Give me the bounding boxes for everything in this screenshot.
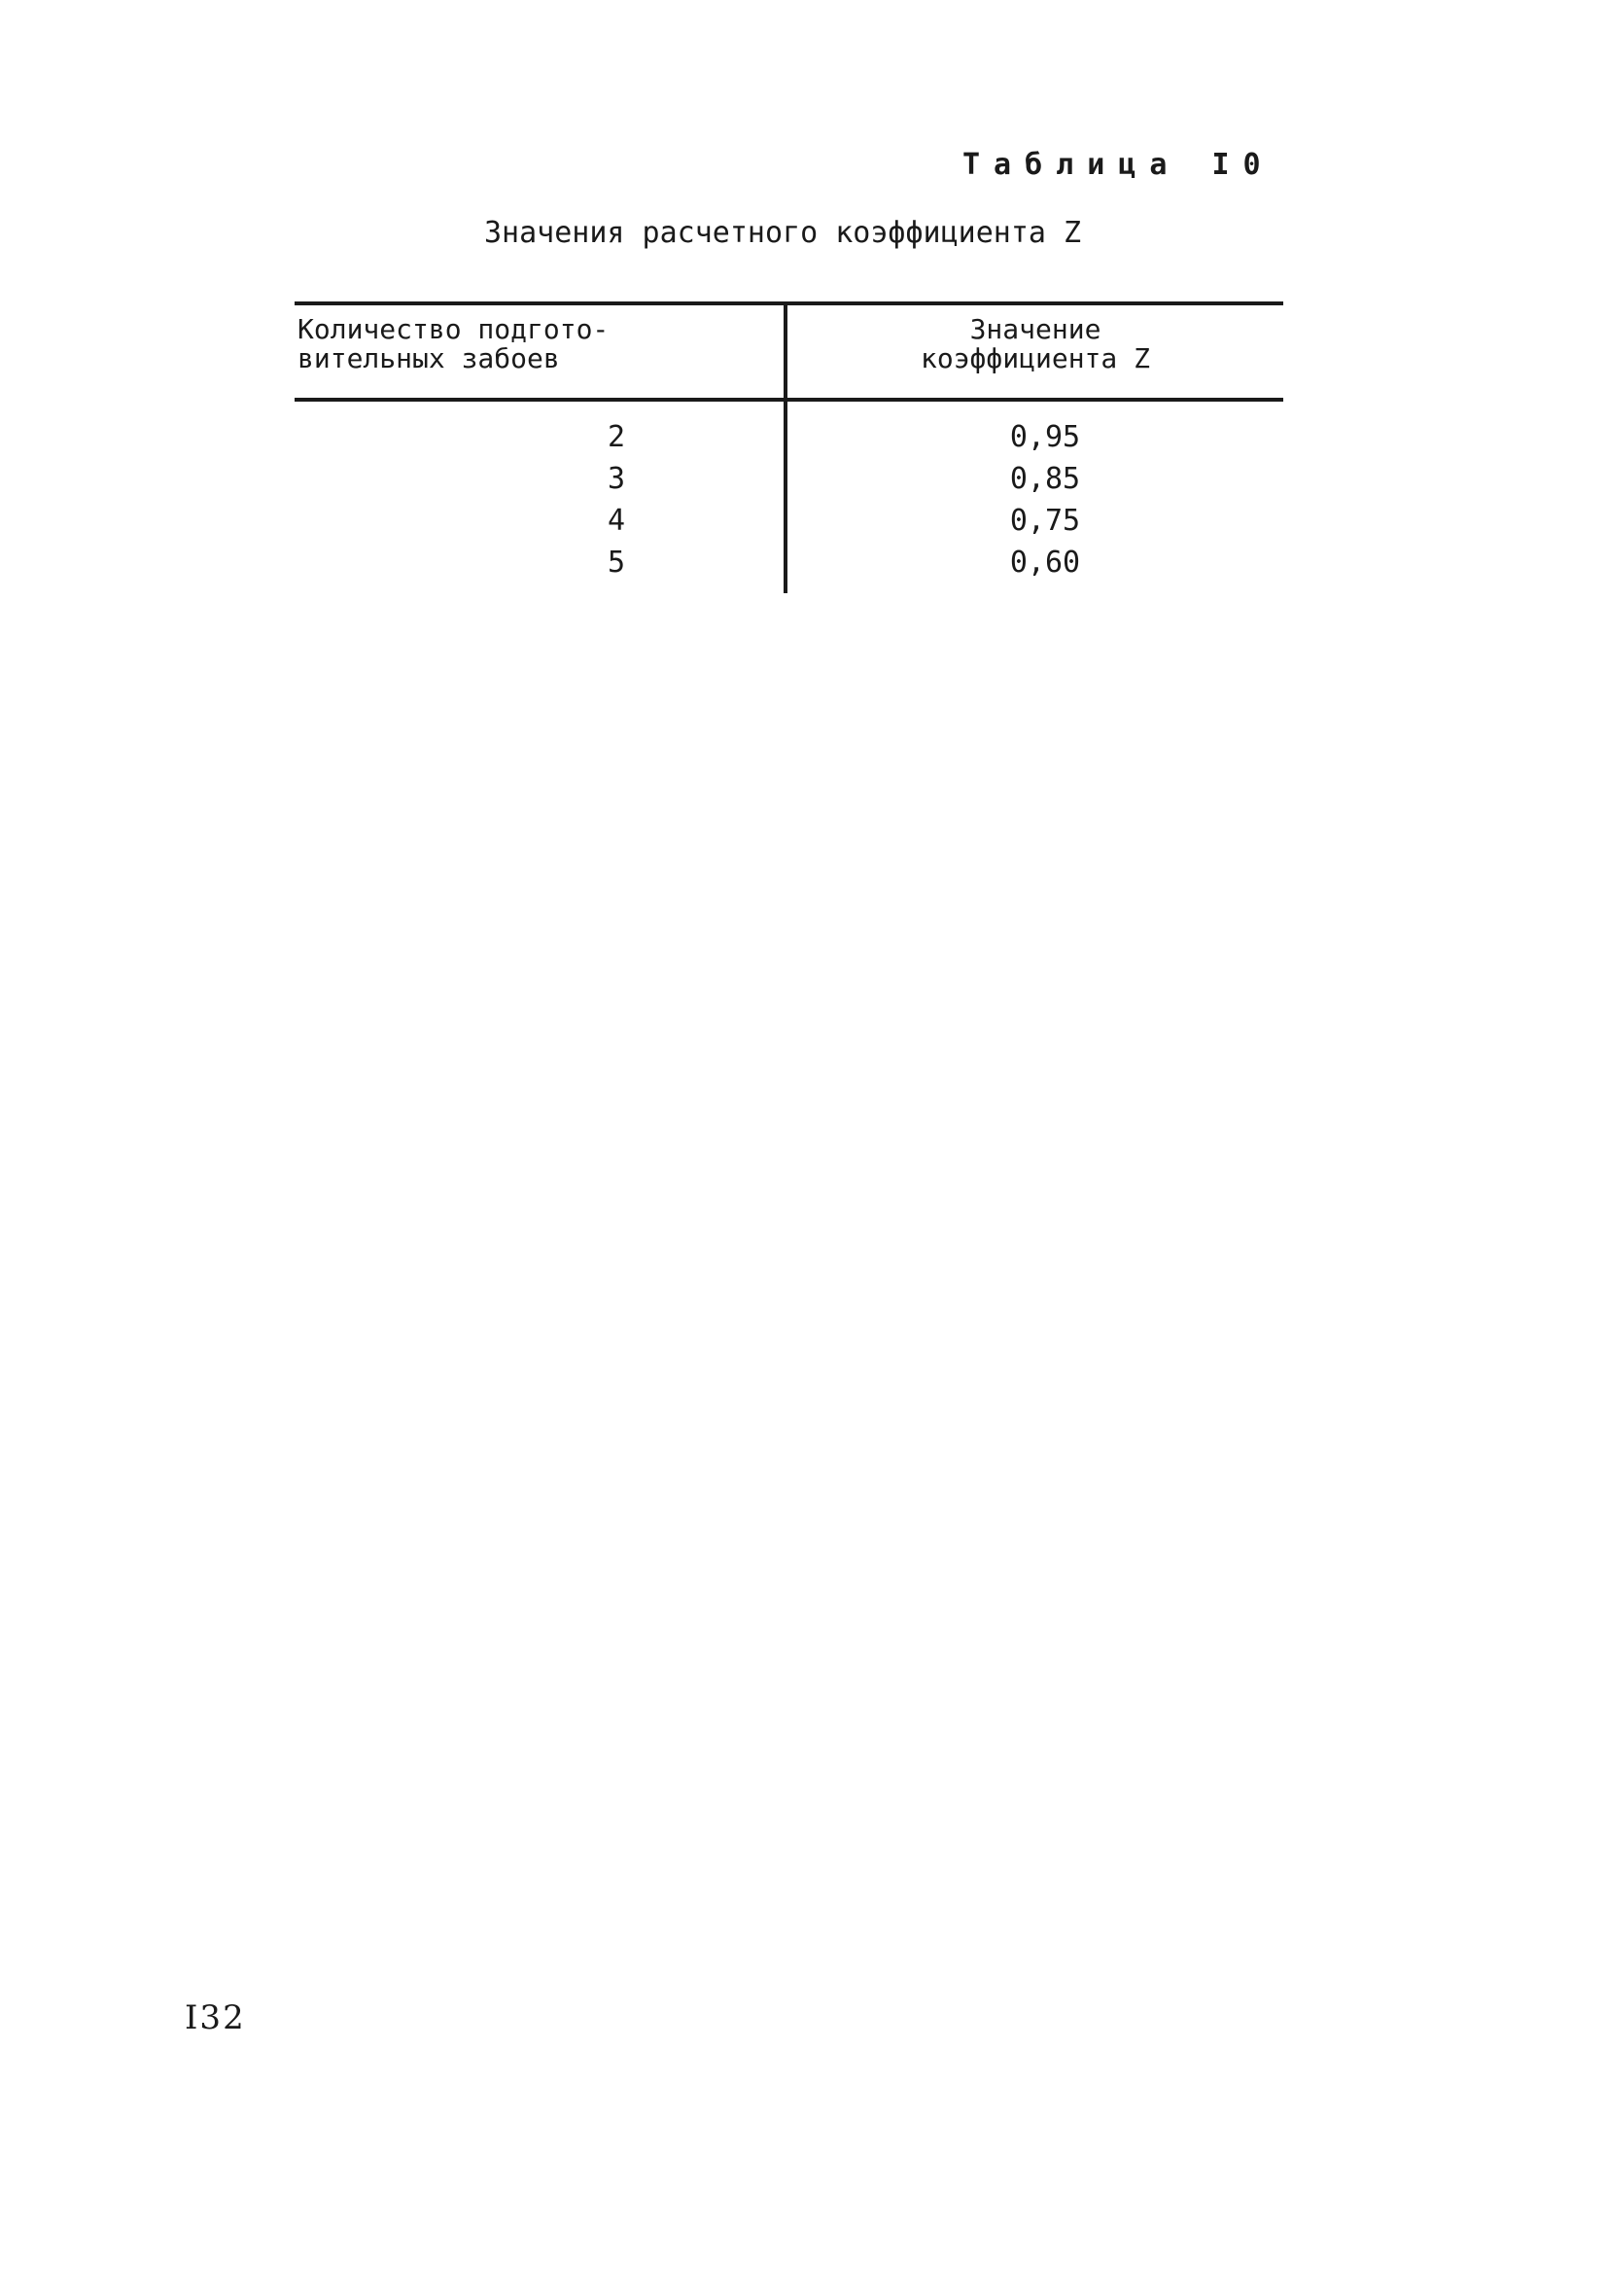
page-number: I32 bbox=[185, 1998, 246, 2037]
coefficient-cell: 0,95 bbox=[1009, 420, 1081, 454]
table-row bbox=[295, 416, 1283, 458]
coefficient-table bbox=[295, 301, 1283, 593]
count-cell: 2 bbox=[607, 420, 625, 454]
table-header-rule bbox=[295, 398, 1283, 402]
table-caption: Значения расчетного коэффициента Z bbox=[484, 216, 1082, 250]
table-label: Таблица I0 bbox=[962, 148, 1275, 182]
header-cell-count: Количество подгото- вительных забоев bbox=[297, 313, 610, 374]
coefficient-cell: 0,75 bbox=[1009, 504, 1081, 538]
count-cell: 3 bbox=[607, 462, 625, 496]
table-top-rule bbox=[295, 301, 1283, 305]
table-body bbox=[295, 416, 1283, 583]
coefficient-cell: 0,85 bbox=[1009, 462, 1081, 496]
table-row bbox=[295, 458, 1283, 500]
count-cell: 4 bbox=[607, 504, 625, 538]
header-cell-coefficient: Значение коэффициента Z bbox=[920, 313, 1150, 374]
count-cell: 5 bbox=[607, 546, 625, 580]
table-row bbox=[295, 542, 1283, 583]
coefficient-cell: 0,60 bbox=[1009, 546, 1081, 580]
table-row bbox=[295, 500, 1283, 542]
